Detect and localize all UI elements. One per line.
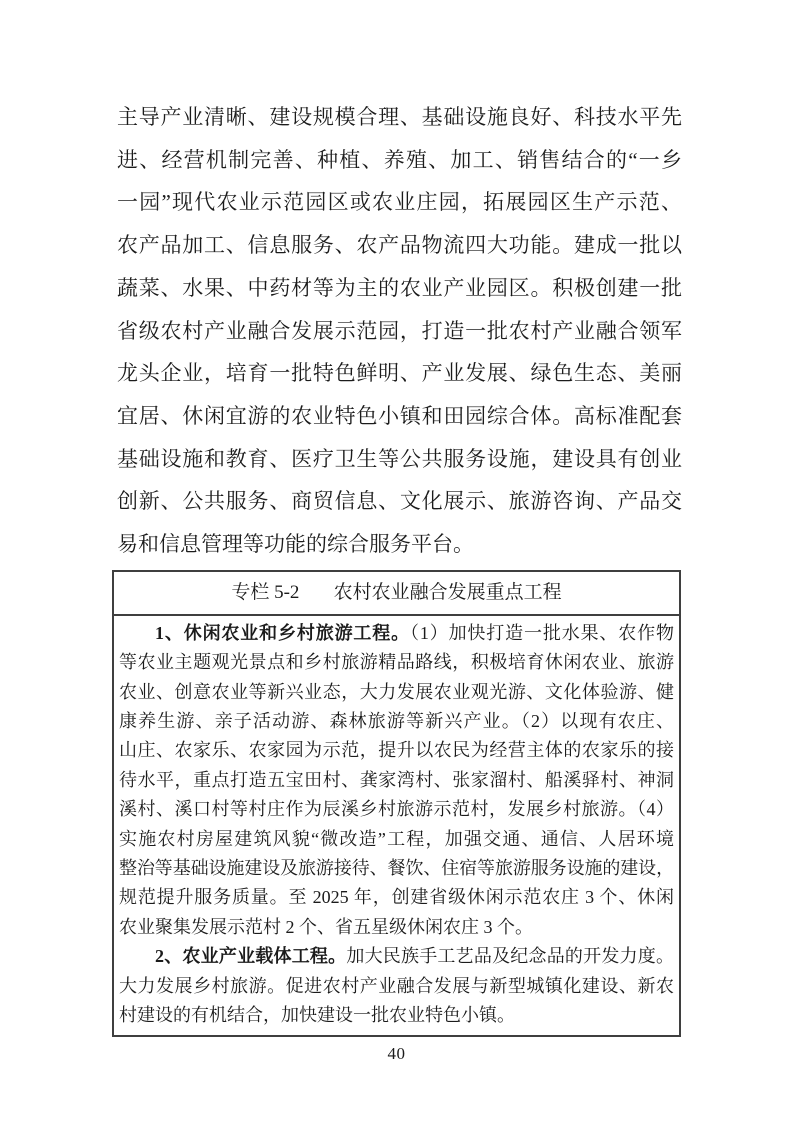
text-line: 易和信息管理等功能的综合服务平台。 — [117, 532, 474, 557]
text-line: 规范提升服务质量。至 2025 年，创建省级休闲示范农庄 3 个、休闲 — [119, 887, 674, 908]
text-line: 进、经营机制完善、种植、养殖、加工、销售结合的“一乡 — [117, 147, 682, 172]
body-paragraph — [117, 96, 682, 566]
text-line: 大力发展乡村旅游。促进农村产业融合发展与新型城镇化建设、新农 — [119, 975, 674, 996]
feature-box-title: 农村农业融合发展重点工程 — [333, 581, 562, 603]
text-line: 等农业主题观光景点和乡村旅游精品路线，积极培育休闲农业、旅游 — [119, 652, 674, 673]
text-line: 龙头企业，培育一批特色鲜明、产业发展、绿色生态、美丽 — [117, 361, 682, 386]
feature-box — [112, 570, 681, 1038]
text-line: 创新、公共服务、商贸信息、文化展示、旅游咨询、产品交 — [117, 489, 682, 514]
feature-box-label: 专栏 5-2 — [231, 581, 300, 603]
text-line: 宜居、休闲宜游的农业特色小镇和田园综合体。高标准配套 — [117, 403, 682, 428]
text-line: 待水平，重点打造五宝田村、龚家湾村、张家溜村、船溪驿村、神洞 — [119, 769, 674, 790]
bold-run: 2、农业产业载体工程。 — [155, 946, 347, 967]
text-line: 2、农业产业载体工程。加大民族手工艺品及纪念品的开发力度。 — [155, 946, 675, 967]
text-line: 蔬菜、水果、中药材等为主的农业产业园区。积极创建一批 — [117, 275, 682, 300]
text-line: 主导产业清晰、建设规模合理、基础设施良好、科技水平先 — [117, 105, 682, 129]
text-line: 山庄、农家乐、农家园为示范，提升以农民为经营主体的农家乐的接 — [119, 740, 674, 761]
text-line: 康养生游、亲子活动游、森林旅游等新兴产业。（2）以现有农庄、 — [119, 710, 674, 731]
feature-box-body — [114, 616, 679, 1036]
text-line: 实施农村房屋建筑风貌“微改造”工程，加强交通、通信、人居环境 — [119, 828, 674, 849]
text-line: 1、休闲农业和乡村旅游工程。（1）加快打造一批水果、农作物 — [155, 622, 674, 643]
text-line: 基础设施和教育、医疗卫生等公共服务设施，建设具有创业 — [117, 446, 682, 471]
text-line: 一园”现代农业示范园区或农业庄园，拓展园区生产示范、 — [117, 190, 682, 215]
text-line: 农业、创意农业等新兴业态，大力发展农业观光游、文化体验游、健 — [119, 681, 674, 702]
text-line: 省级农村产业融合发展示范园，打造一批农村产业融合领军 — [117, 318, 682, 343]
text-line: 村建设的有机结合，加快建设一批农业特色小镇。 — [119, 1005, 515, 1026]
page-number: 40 — [387, 1044, 406, 1064]
bold-run: 1、休闲农业和乡村旅游工程。 — [155, 622, 410, 643]
text-line: 农业聚集发展示范村 2 个、省五星级休闲农庄 3 个。 — [119, 916, 533, 937]
text-line: 整治等基础设施建设及旅游接待、餐饮、住宿等旅游服务设施的建设， — [119, 857, 674, 878]
feature-box-header — [114, 572, 679, 616]
text-line: 溪村、溪口村等村庄作为辰溪乡村旅游示范村，发展乡村旅游。（4） — [119, 799, 674, 820]
text-line: 农产品加工、信息服务、农产品物流四大功能。建成一批以 — [117, 233, 682, 258]
